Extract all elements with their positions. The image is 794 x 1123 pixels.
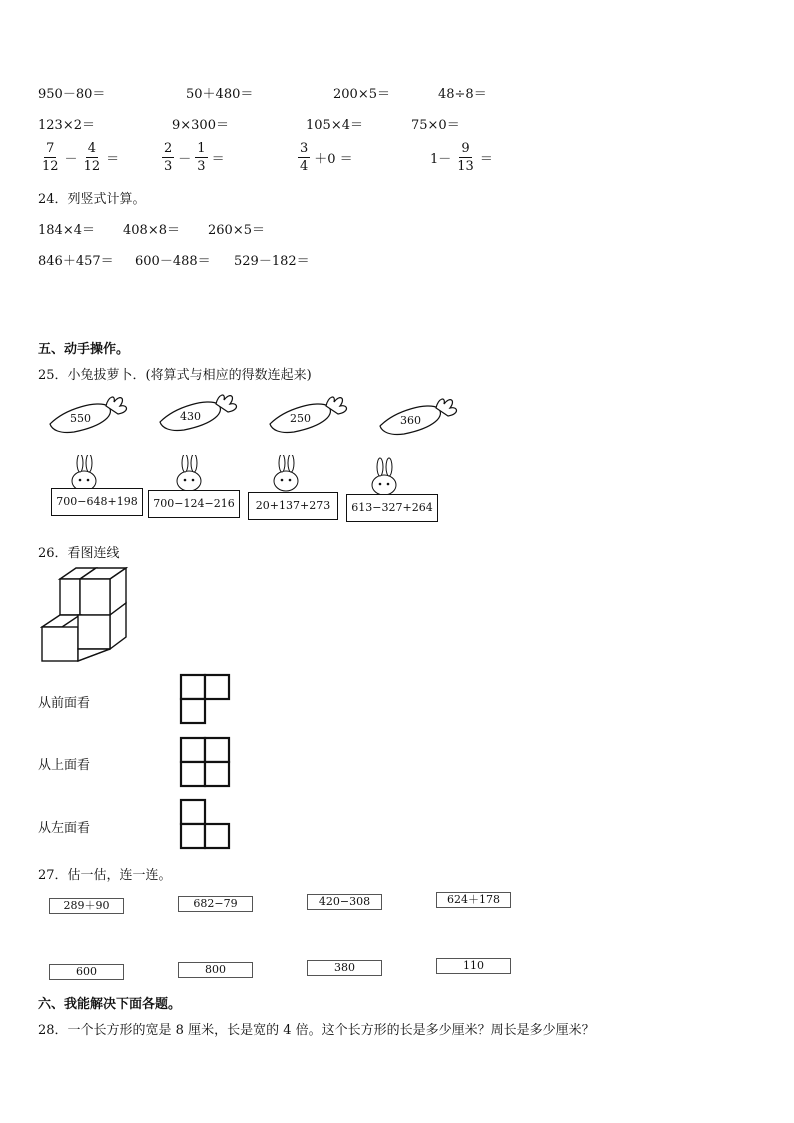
view-shape-1[interactable]: [178, 672, 234, 728]
calc-123x2: 123×2＝: [38, 118, 95, 133]
section-6-title: 六、我能解决下面各题。: [38, 997, 182, 1012]
q28-text: 28．一个长方形的宽是 8 厘米，长是宽的 4 倍。这个长方形的长是多少厘米？周长是多少厘米？: [38, 1023, 595, 1038]
carrot-label-2: 430: [180, 410, 201, 423]
estimate-expr-2[interactable]: 682−79: [178, 896, 253, 912]
estimate-result-2[interactable]: 800: [178, 962, 253, 978]
estimate-expr-4[interactable]: 624＋178: [436, 892, 511, 908]
estimate-result-3[interactable]: 380: [307, 960, 382, 976]
fraction-expr-3: 3 4 ＋0 ＝: [300, 141, 353, 174]
calc-48d8: 48÷8＝: [438, 87, 487, 102]
q24-title: 24．列竖式计算。: [38, 192, 146, 207]
view-label-left: 从左面看: [38, 821, 91, 836]
calc-75x0: 75×0＝: [411, 118, 460, 133]
rabbit-expr-box-4[interactable]: 613−327+264: [346, 494, 438, 522]
view-label-top: 从上面看: [38, 758, 91, 773]
q26-title: 26．看图连线: [38, 546, 120, 561]
rabbit-icon: [372, 458, 396, 495]
estimate-expr-1[interactable]: 289＋90: [49, 898, 124, 914]
rabbit-icon: [177, 455, 201, 491]
carrot-label-3: 250: [290, 412, 311, 425]
rabbit-expr-box-1[interactable]: 700−648+198: [51, 488, 143, 516]
section-5-title: 五、动手操作。: [38, 342, 130, 357]
q24-calc-6: 529－182＝: [234, 254, 310, 269]
rabbit-expr-box-3[interactable]: 20+137+273: [248, 492, 338, 520]
q24-calc-1: 184×4＝: [38, 223, 95, 238]
rabbit-expr-box-2[interactable]: 700−124−216: [148, 490, 240, 518]
q24-calc-3: 260×5＝: [208, 223, 265, 238]
calc-200x5: 200×5＝: [333, 87, 390, 102]
rabbit-icon: [72, 455, 96, 491]
fraction-expr-4: 1－ 9 13 ＝: [430, 141, 493, 174]
calc-950-80: 950－80＝: [38, 87, 106, 102]
estimate-result-4[interactable]: 110: [436, 958, 511, 974]
view-shape-2[interactable]: [178, 735, 234, 791]
rabbit-icon: [274, 455, 298, 491]
q24-calc-5: 600－488＝: [135, 254, 211, 269]
cube-stack-figure: [40, 567, 130, 663]
q25-title: 25．小兔拔萝卜．(将算式与相应的得数连起来): [38, 368, 312, 383]
calc-50-480: 50＋480＝: [186, 87, 254, 102]
calc-105x4: 105×4＝: [306, 118, 363, 133]
view-label-front: 从前面看: [38, 696, 91, 711]
q27-title: 27．估一估，连一连。: [38, 868, 172, 883]
view-shape-3[interactable]: [178, 797, 234, 853]
carrot-label-1: 550: [70, 412, 91, 425]
estimate-expr-3[interactable]: 420−308: [307, 894, 382, 910]
calc-9x300: 9×300＝: [172, 118, 229, 133]
carrot-label-4: 360: [400, 414, 421, 427]
fraction-expr-1: 7 12 － 4 12 ＝: [42, 141, 120, 174]
fraction-expr-2: 2 3 － 1 3 ＝: [164, 141, 225, 174]
estimate-result-1[interactable]: 600: [49, 964, 124, 980]
q24-calc-4: 846＋457＝: [38, 254, 114, 269]
q24-calc-2: 408×8＝: [123, 223, 180, 238]
